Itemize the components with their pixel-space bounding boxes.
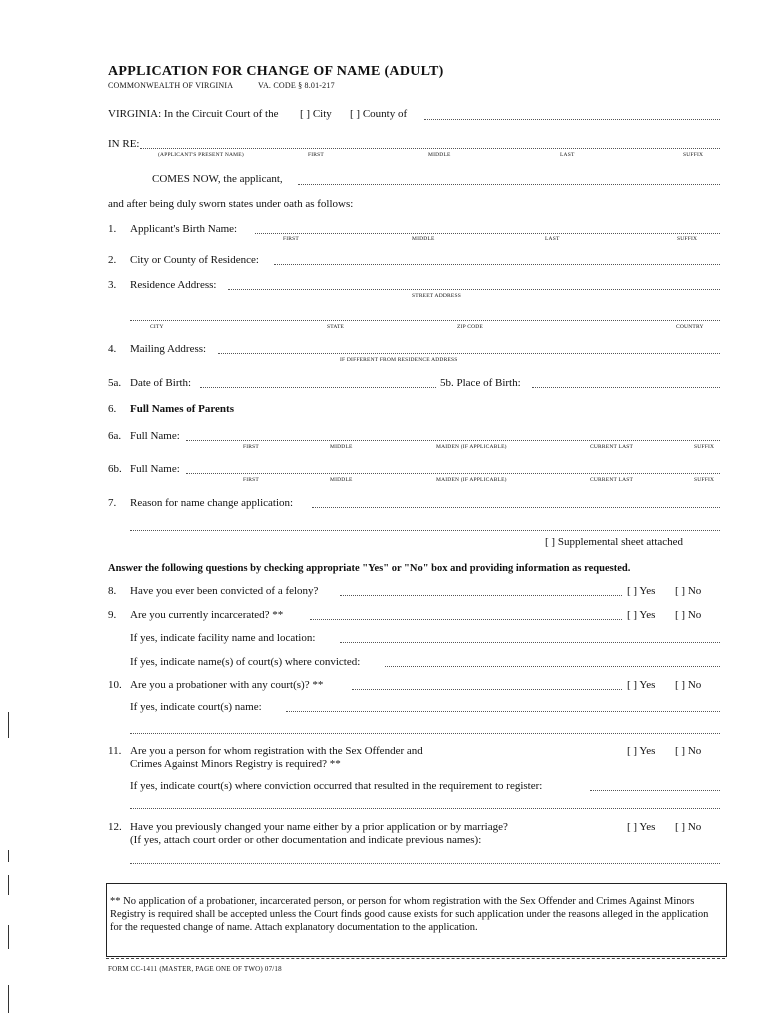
q8-text: Have you ever been convicted of a felony?: [130, 585, 319, 597]
q12-yes-checkbox[interactable]: [ ] Yes: [627, 821, 656, 833]
mailing-address-label: Mailing Address:: [130, 343, 207, 355]
county-name-field[interactable]: [424, 119, 720, 120]
pob-label: 5b. Place of Birth:: [440, 377, 521, 389]
q8-number: 8.: [108, 585, 117, 597]
birth-first-label: FIRST: [283, 236, 299, 242]
q9-courts-field[interactable]: [385, 666, 720, 667]
zip-label: ZIP CODE: [457, 324, 483, 330]
street-address-label: STREET ADDRESS: [412, 293, 461, 299]
parent-a-label: Full Name:: [130, 430, 180, 442]
supplemental-checkbox[interactable]: [ ] Supplemental sheet attached: [545, 536, 684, 548]
comes-now-text: COMES NOW, the applicant,: [152, 173, 283, 185]
q9-courts-label: If yes, indicate name(s) of court(s) where convicted:: [130, 656, 361, 668]
item-6a-number: 6a.: [108, 430, 122, 442]
q10-court-label: If yes, indicate court(s) name:: [130, 701, 262, 713]
q9-text: Are you currently incarcerated? **: [130, 609, 284, 621]
sworn-statement: and after being duly sworn states under oath as follows:: [108, 198, 354, 210]
birth-name-label: Applicant's Birth Name:: [130, 223, 238, 235]
county-checkbox[interactable]: [ ] County of: [350, 108, 408, 120]
q8-yes-checkbox[interactable]: [ ] Yes: [627, 585, 656, 597]
q10-no-checkbox[interactable]: [ ] No: [675, 679, 702, 691]
q11-yes-checkbox[interactable]: [ ] Yes: [627, 745, 656, 757]
q12-previous-names-field[interactable]: [130, 863, 720, 864]
birth-suffix-label: SUFFIX: [677, 236, 698, 242]
in-re-label: IN RE:: [108, 138, 140, 150]
birth-last-label: LAST: [545, 236, 560, 242]
q10-leader: [352, 689, 622, 690]
instructions-text: Answer the following questions by checking appropriate "Yes" or "No" box and providing information as requested.: [108, 563, 631, 574]
residence-county-label: City or County of Residence:: [130, 254, 259, 266]
mailing-address-sub: IF DIFFERENT FROM RESIDENCE ADDRESS: [340, 357, 458, 363]
applicant-name-field[interactable]: [298, 184, 720, 185]
q10-court-field-1[interactable]: [286, 711, 720, 712]
q8-leader: [340, 595, 622, 596]
q11-courts-field-1[interactable]: [590, 790, 720, 791]
parent-b-middle: MIDDLE: [330, 477, 353, 483]
present-name-field[interactable]: [140, 148, 720, 149]
commonwealth-label: COMMONWEALTH OF VIRGINIA: [108, 81, 234, 90]
q12-text-line2: (If yes, attach court order or other documentation and indicate previous names):: [130, 834, 482, 846]
parent-a-middle: MIDDLE: [330, 444, 353, 450]
item-6b-number: 6b.: [108, 463, 122, 475]
country-label: COUNTRY: [676, 324, 704, 330]
residence-county-field[interactable]: [274, 264, 720, 265]
scan-mark: [8, 925, 9, 949]
q10-court-field-2[interactable]: [130, 733, 720, 734]
q11-no-checkbox[interactable]: [ ] No: [675, 745, 702, 757]
parents-heading: Full Names of Parents: [130, 403, 234, 415]
reason-field-2[interactable]: [130, 530, 720, 531]
item-4-number: 4.: [108, 343, 117, 355]
in-re-last-label: LAST: [560, 152, 575, 158]
q12-no-checkbox[interactable]: [ ] No: [675, 821, 702, 833]
parent-a-field[interactable]: [186, 440, 720, 441]
street-address-field[interactable]: [228, 289, 720, 290]
q9-leader: [310, 619, 622, 620]
city-label: CITY: [150, 324, 164, 330]
q9-no-checkbox[interactable]: [ ] No: [675, 609, 702, 621]
q11-text-line2: Crimes Against Minors Registry is required? **: [130, 758, 341, 770]
dob-label: Date of Birth:: [130, 377, 192, 389]
q12-text-line1: Have you previously changed your name either by a prior application or by marriage?: [130, 821, 508, 833]
pob-field[interactable]: [532, 387, 720, 388]
parent-b-first: FIRST: [243, 477, 259, 483]
parent-a-suffix: SUFFIX: [694, 444, 715, 450]
parent-a-first: FIRST: [243, 444, 259, 450]
form-title: APPLICATION FOR CHANGE OF NAME (ADULT): [108, 64, 444, 79]
in-re-middle-label: MIDDLE: [428, 152, 451, 158]
q8-no-checkbox[interactable]: [ ] No: [675, 585, 702, 597]
present-name-label: (APPLICANT'S PRESENT NAME): [158, 152, 244, 158]
notice-text: ** No application of a probationer, incarcerated person, or person for whom registration with the Sex Offender and Crimes Against Minors Registry is required shall be accepted unless the Court finds good cause exists for such application under the reasons alleged in the application for the requested change of name. Attach explanatory documentation to the application.: [110, 896, 709, 933]
q10-text: Are you a probationer with any court(s)? **: [130, 679, 324, 691]
parent-b-label: Full Name:: [130, 463, 180, 475]
reason-label: Reason for name change application:: [130, 497, 294, 509]
q10-yes-checkbox[interactable]: [ ] Yes: [627, 679, 656, 691]
parent-a-current-last: CURRENT LAST: [590, 444, 634, 450]
q11-courts-field-2[interactable]: [130, 808, 720, 809]
parent-b-field[interactable]: [186, 473, 720, 474]
q10-number: 10.: [108, 679, 122, 691]
birth-name-field[interactable]: [255, 233, 720, 234]
scan-mark: [8, 712, 9, 738]
q11-text-line1: Are you a person for whom registration with the Sex Offender and: [130, 745, 423, 757]
q9-facility-label: If yes, indicate facility name and location:: [130, 632, 316, 644]
q9-facility-field[interactable]: [340, 642, 720, 643]
parent-b-current-last: CURRENT LAST: [590, 477, 634, 483]
city-checkbox[interactable]: [ ] City: [300, 108, 332, 120]
court-prefix: VIRGINIA: In the Circuit Court of the: [108, 108, 279, 120]
scan-mark: [8, 985, 9, 1013]
parent-b-suffix: SUFFIX: [694, 477, 715, 483]
form-footer: FORM CC-1411 (MASTER, PAGE ONE OF TWO) 07/18: [108, 965, 282, 973]
scan-mark: [8, 875, 9, 895]
mailing-address-field[interactable]: [218, 353, 720, 354]
q9-number: 9.: [108, 609, 117, 621]
q11-number: 11.: [108, 745, 122, 757]
q9-yes-checkbox[interactable]: [ ] Yes: [627, 609, 656, 621]
scan-mark: [8, 850, 9, 862]
in-re-first-label: FIRST: [308, 152, 324, 158]
item-1-number: 1.: [108, 223, 117, 235]
q12-number: 12.: [108, 821, 122, 833]
parent-b-maiden: MAIDEN (IF APPLICABLE): [436, 477, 507, 483]
in-re-suffix-label: SUFFIX: [683, 152, 704, 158]
parent-a-maiden: MAIDEN (IF APPLICABLE): [436, 444, 507, 450]
birth-middle-label: MIDDLE: [412, 236, 435, 242]
item-3-number: 3.: [108, 279, 117, 291]
item-6-number: 6.: [108, 403, 117, 415]
q11-courts-label: If yes, indicate court(s) where conviction occurred that resulted in the requirement to register:: [130, 780, 543, 792]
state-label: STATE: [327, 324, 345, 330]
reason-field-1[interactable]: [312, 507, 720, 508]
residence-address-label: Residence Address:: [130, 279, 217, 291]
item-5a-number: 5a.: [108, 377, 122, 389]
dob-field[interactable]: [200, 387, 436, 388]
item-2-number: 2.: [108, 254, 117, 266]
notice-dash-line: [106, 958, 725, 959]
city-state-zip-field[interactable]: [130, 320, 720, 321]
code-reference: VA. CODE § 8.01-217: [258, 81, 335, 90]
item-7-number: 7.: [108, 497, 117, 509]
